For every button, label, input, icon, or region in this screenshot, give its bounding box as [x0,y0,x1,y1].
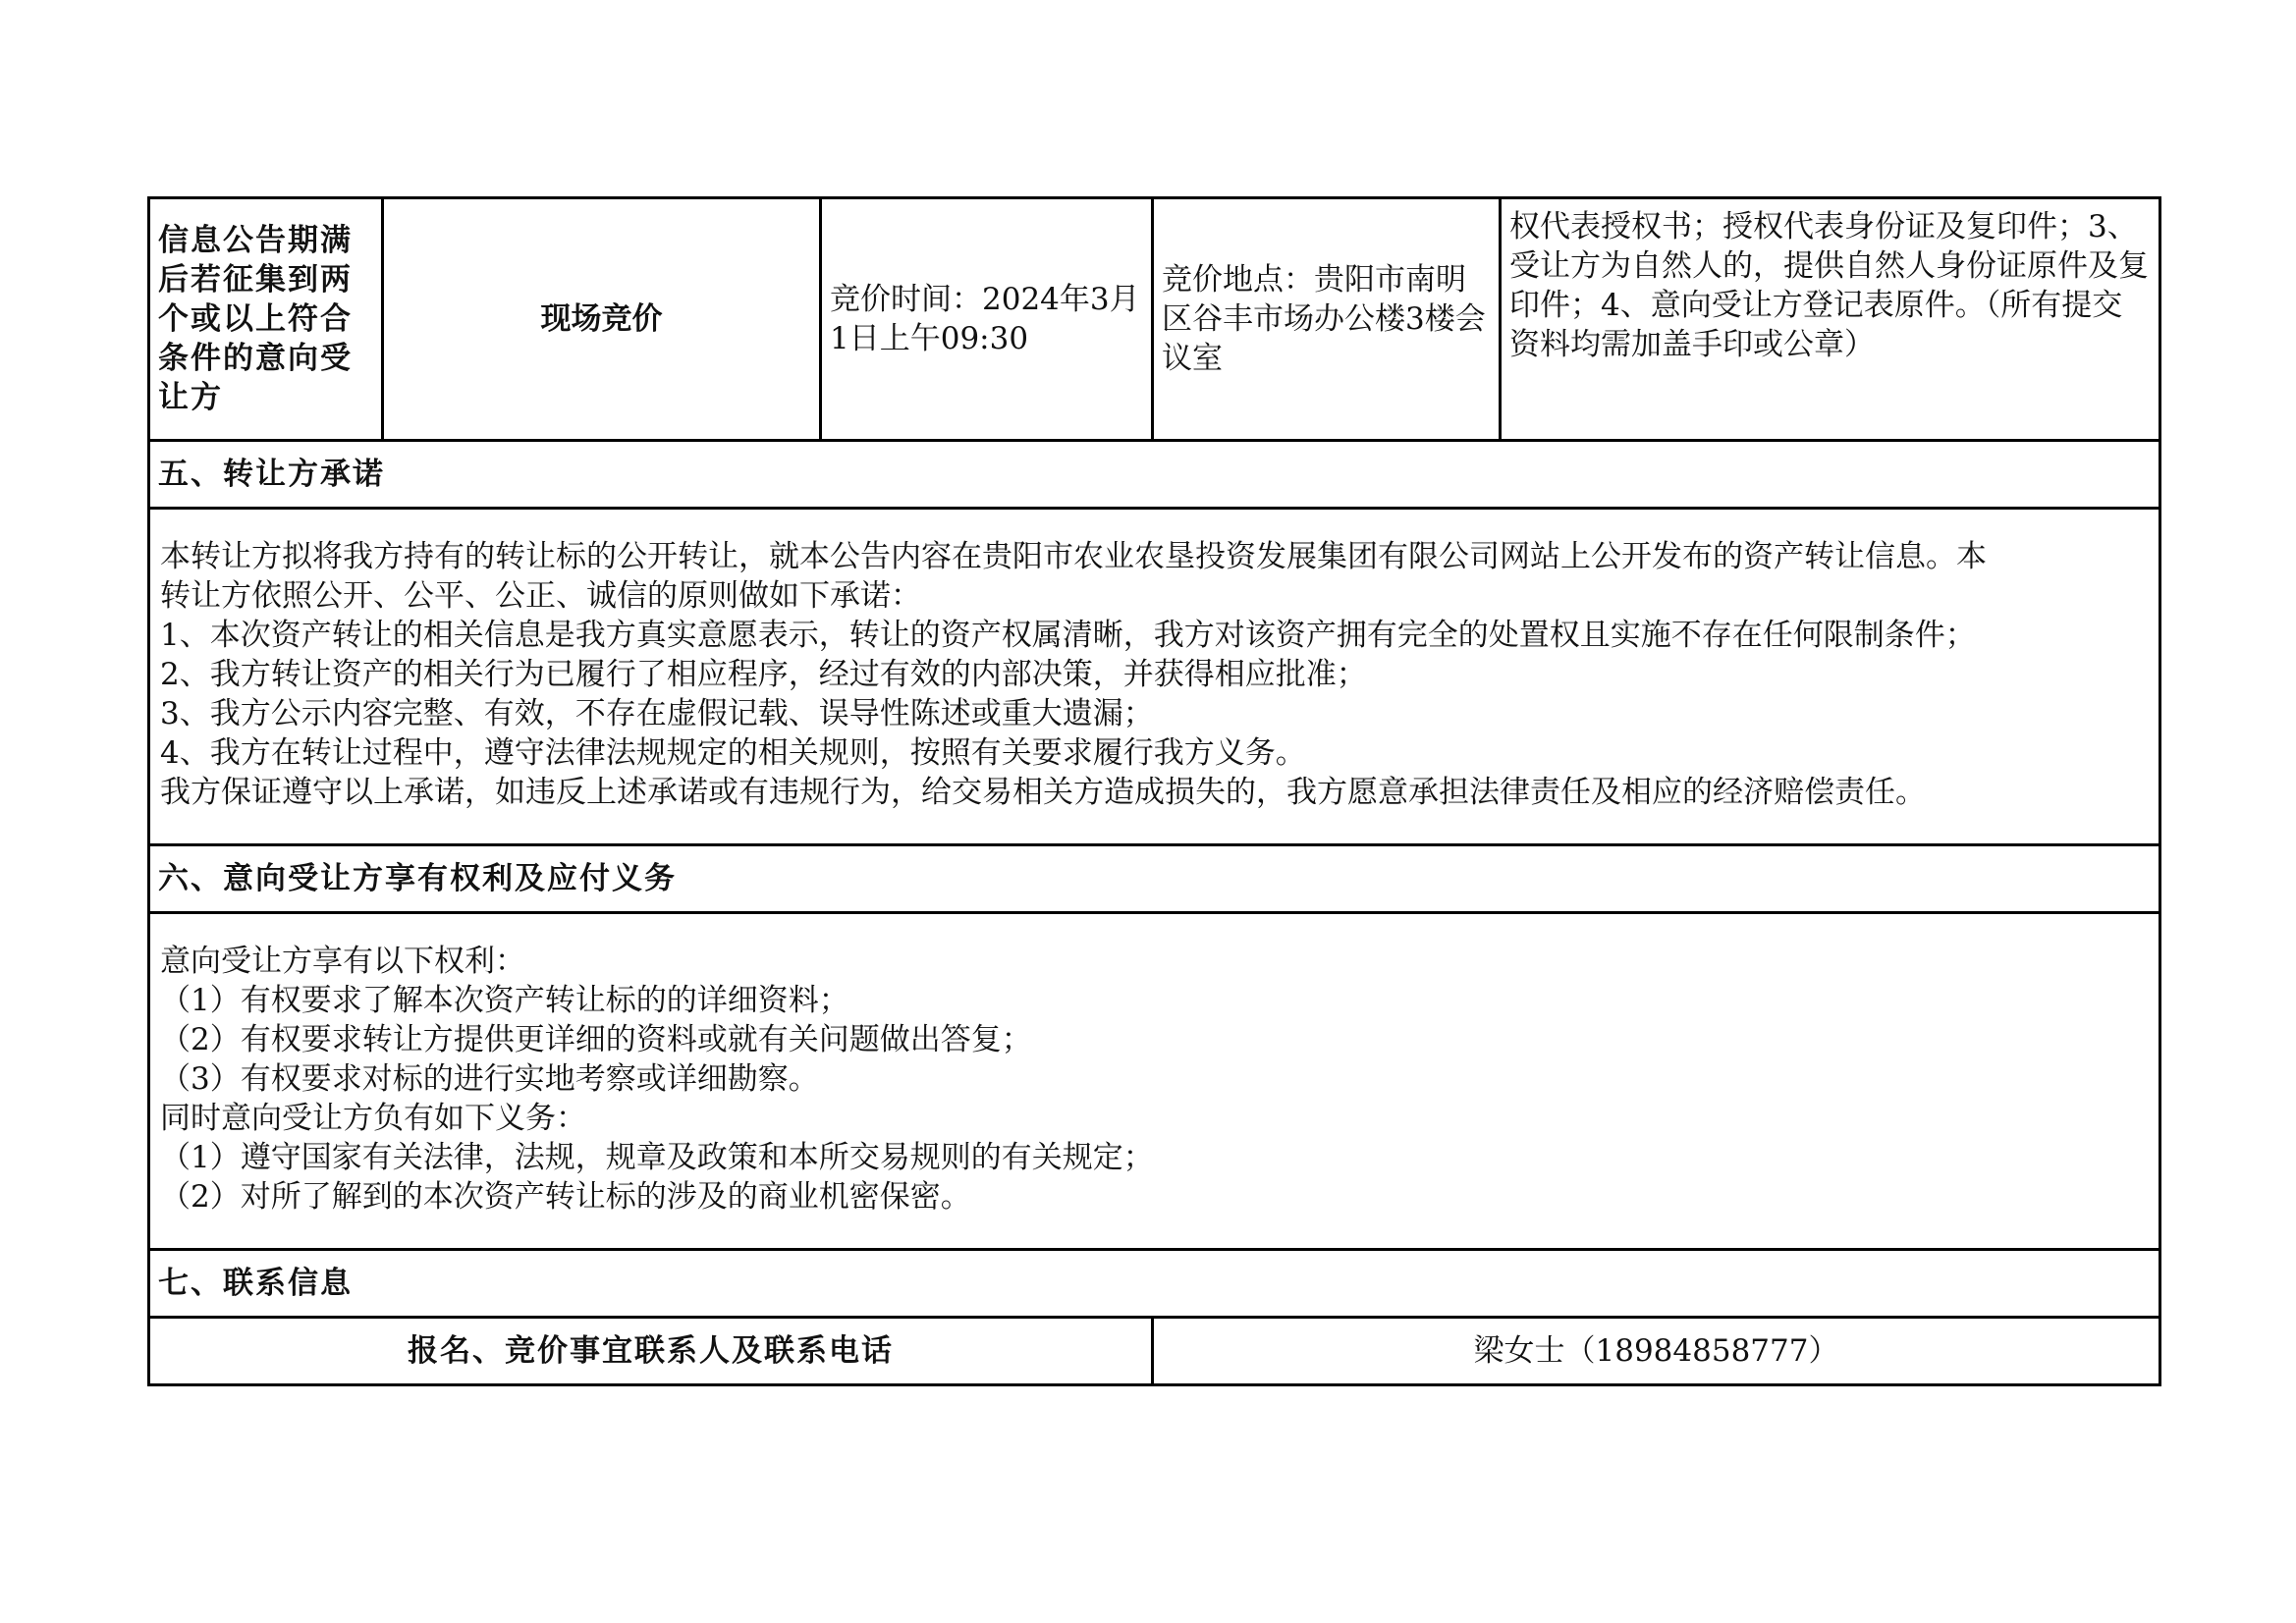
section7-heading: 七、联系信息 [149,1250,2160,1318]
section5-line: 3、我方公示内容完整、有效，不存在虚假记载、误导性陈述或重大遗漏； [160,696,1154,731]
section6-line: （1）遵守国家有关法律，法规，规章及政策和本所交易规则的有关规定； [160,1140,1154,1175]
section5-line: 4、我方在转让过程中，遵守法律法规规定的相关规则，按照有关要求履行我方义务。 [160,735,1306,771]
requirements-text: 权代表授权书；授权代表身份证及复印件；3、受让方为自然人的，提供自然人身份证原件及复印件；4、意向受让方登记表原件。（所有提交资料均需加盖手印或公章） [1509,209,2149,362]
section5-heading-row [149,441,2160,509]
contact-value: 梁女士（18984858777） [1153,1318,2160,1385]
auction-row [149,198,2160,441]
section5-body [149,509,2160,845]
section6-heading-row [149,845,2160,913]
section6-line: （3）有权要求对标的进行实地考察或详细勘察。 [160,1061,819,1097]
section6-body-row [149,913,2160,1250]
auction-method-cell: 现场竞价 [383,198,821,441]
condition-cell: 信息公告期满后若征集到两个或以上符合条件的意向受让方 [149,198,383,441]
section5-line: 我方保证遵守以上承诺，如违反上述承诺或有违规行为，给交易相关方造成损失的，我方愿意承担法律责任及相应的经济赔偿责任。 [160,775,1926,810]
auction-place-cell: 竞价地点：贵阳市南明区谷丰市场办公楼3楼会议室 [1153,198,1501,441]
section5-line: 转让方依照公开、公平、公正、诚信的原则做如下承诺： [160,578,921,614]
section6-line: 意向受让方享有以下权利： [160,944,525,979]
contact-label: 报名、竞价事宜联系人及联系电话 [149,1318,1153,1385]
auction-time-cell: 竞价时间：2024年3月1日上午09:30 [821,198,1153,441]
announcement-table [147,196,2161,1386]
section6-line: （1）有权要求了解本次资产转让标的的详细资料； [160,983,849,1018]
section7-heading-row [149,1250,2160,1318]
section6-line: （2）有权要求转让方提供更详细的资料或就有关问题做出答复； [160,1022,1032,1057]
section5-line: 本转让方拟将我方持有的转让标的公开转让，就本公告内容在贵阳市农业农垦投资发展集团有限公司网站上公开发布的资产转让信息。本 [160,539,1987,574]
section6-heading: 六、意向受让方享有权利及应付义务 [149,845,2160,913]
section6-line: （2）对所了解到的本次资产转让标的涉及的商业机密保密。 [160,1179,971,1215]
section6-line: 同时意向受让方负有如下义务： [160,1101,586,1136]
section5-line: 1、本次资产转让的相关信息是我方真实意愿表示，转让的资产权属清晰，我方对该资产拥有完全的处置权且实施不存在任何限制条件； [160,618,1976,653]
contact-row [149,1318,2160,1385]
section6-body [149,913,2160,1250]
section5-body-row [149,509,2160,845]
requirements-cell [1501,198,2160,441]
section5-heading: 五、转让方承诺 [149,441,2160,509]
section5-line: 2、我方转让资产的相关行为已履行了相应程序，经过有效的内部决策，并获得相应批准； [160,657,1367,692]
